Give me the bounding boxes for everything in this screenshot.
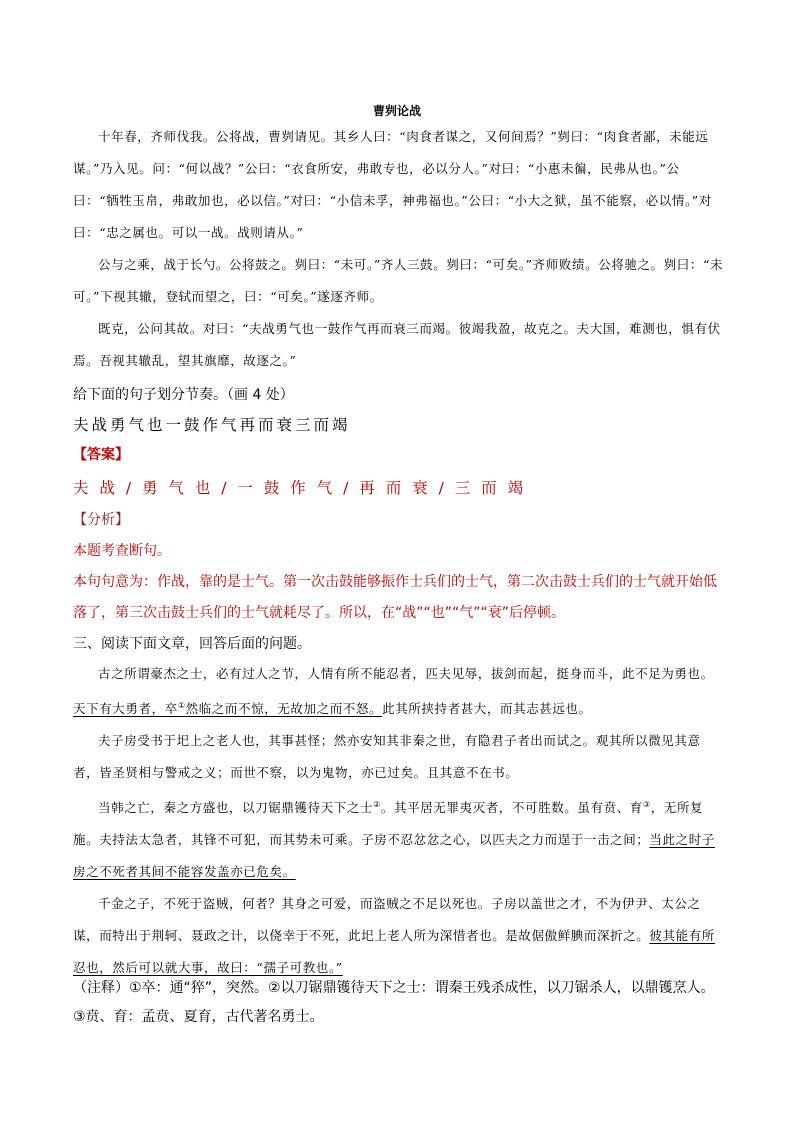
question-prompt: 给下面的句子划分节奏。（画 4 处）	[73, 387, 294, 403]
analysis-label: 【分析】	[73, 512, 129, 528]
underlined-sentence-1-part-b: 然临之而不惊，无故加之而不怒。	[185, 701, 383, 717]
passage-paragraph-1: 十年春，齐师伐我。公将战，曹刿请见。其乡人曰：“肉食者谋之，又何间焉？”刿曰：“肉食者鄙，未能远谋。”乃入见。问：“何以战？”公曰：“衣食所安，弗敢专也，必以分人。”对曰：“小惠未徧，民弗从也。”公曰：“牺牲玉帛，弗敢加也，必以信。”对曰：“小信未孚，神弗福也。”公曰：“小大之狱，虽不能察，必以情。”对曰：“忠之属也。可以一战。战则请从。”	[73, 129, 712, 240]
passage2-p1-intro: 古之所谓豪杰之士，必有过人之节，人情有所不能忍者，匹夫见辱，拔剑而起，挺身而斗，此不足为勇也。	[98, 666, 714, 681]
note-marker-1: ①	[177, 701, 186, 710]
note-marker-2: ②	[373, 800, 381, 810]
notes-line-1: （注释）①卒：通“猝”，突然。②以刀锯鼎镬待天下之士：谓秦王残杀成性，以刀锯杀人，以鼎镬烹人。	[73, 980, 715, 996]
analysis-line-2: 本句句意为：作战，靠的是士气。第一次击鼓能够振作士兵们的士气，第二次击鼓士兵们的士气就开始低	[73, 574, 717, 590]
passage-title: 曹刿论战	[372, 104, 421, 118]
passage2-p3-b: 。其平居无罪夷灭者，不可胜数。虽有贲、育	[380, 800, 643, 816]
passage2-paragraph-4	[73, 888, 725, 984]
notes-line-2: ③贲、育：孟贲、夏育，古代著名勇士。	[73, 1009, 324, 1025]
analysis-line-3: 落了，第三次击鼓士兵们的士气就耗尽了。所以，在“战”“也”“气”“衰”后停顿。	[73, 605, 566, 621]
passage-paragraph-3: 既克，公问其故。对曰：“夫战勇气也一鼓作气再而衰三而竭。彼竭我盈，故克之。夫大国，难测也，惧有伏焉。吾视其辙乱，望其旗靡，故逐之。”	[73, 321, 721, 368]
passage2-p4-a: 千金之子，不死于盗贼，何者？其身之可爱，而盗贼之不足以死也。子房以盖世之才，不为伊尹、太公之谋，而特出于荆轲、聂政之计，以侥幸于不死，此圯上老人所为深惜者也。是故倨傲鲜腆而深折之。	[73, 896, 701, 944]
passage2-paragraph-1	[73, 658, 725, 725]
underlined-sentence-2: 当此之时子房之不死者其间不能容发盖亦已危矣。	[73, 832, 715, 880]
section-heading: 三、阅读下面文章，回答后面的问题。	[73, 636, 311, 652]
passage2-p1-end: 此其所挟持者甚大，而其志甚远也。	[382, 701, 592, 717]
underlined-sentence-3: 彼其能有所忍也，然后可以就大事，故曰：“孺子可教也。”	[73, 928, 715, 976]
answer-text: 夫 战 / 勇 气 也 / 一 鼓 作 气 / 再 而 衰 / 三 而 竭	[73, 479, 527, 497]
passage-paragraph-2: 公与之乘，战于长勺。公将鼓之。刿曰：“未可。”齐人三鼓。刿曰：“可矣。”齐师败绩。公将驰之。刿曰：“未可。”下视其辙，登轼而望之，曰：“可矣。”遂逐齐师。	[73, 257, 724, 304]
passage-liu-hou-lun	[73, 658, 725, 984]
analysis-line-1: 本题考查断句。	[73, 543, 171, 559]
passage2-paragraph-2: 夫子房受书于圯上之老人也，其事甚怪；然亦安知其非秦之世，有隐君子者出而试之。观其所以微见其意者，皆圣贤相与警戒之义；而世不察，以为鬼物，亦已过矣。且其意不在书。	[73, 733, 701, 781]
underlined-sentence-1-part-a: 天下有大勇者，卒	[73, 701, 178, 717]
passage2-paragraph-3	[73, 789, 725, 888]
note-marker-3: ③	[642, 800, 651, 810]
question-sentence: 夫战勇气也一鼓作气再而衰三而竭	[73, 416, 351, 434]
passage2-p3-c: ，无所复施。夫持法太急者，其锋不可犯，而其势未可乘。子房不忍忿忿之心，以匹夫之力而逞于一击之间；	[73, 800, 704, 848]
passage-cao-gui	[73, 121, 725, 377]
underlined-sentence-1	[73, 701, 382, 716]
passage2-p3-a: 当韩之亡，秦之方盛也，以刀锯鼎镬待天下之士	[98, 800, 374, 816]
answer-label: 【答案】	[73, 447, 129, 463]
